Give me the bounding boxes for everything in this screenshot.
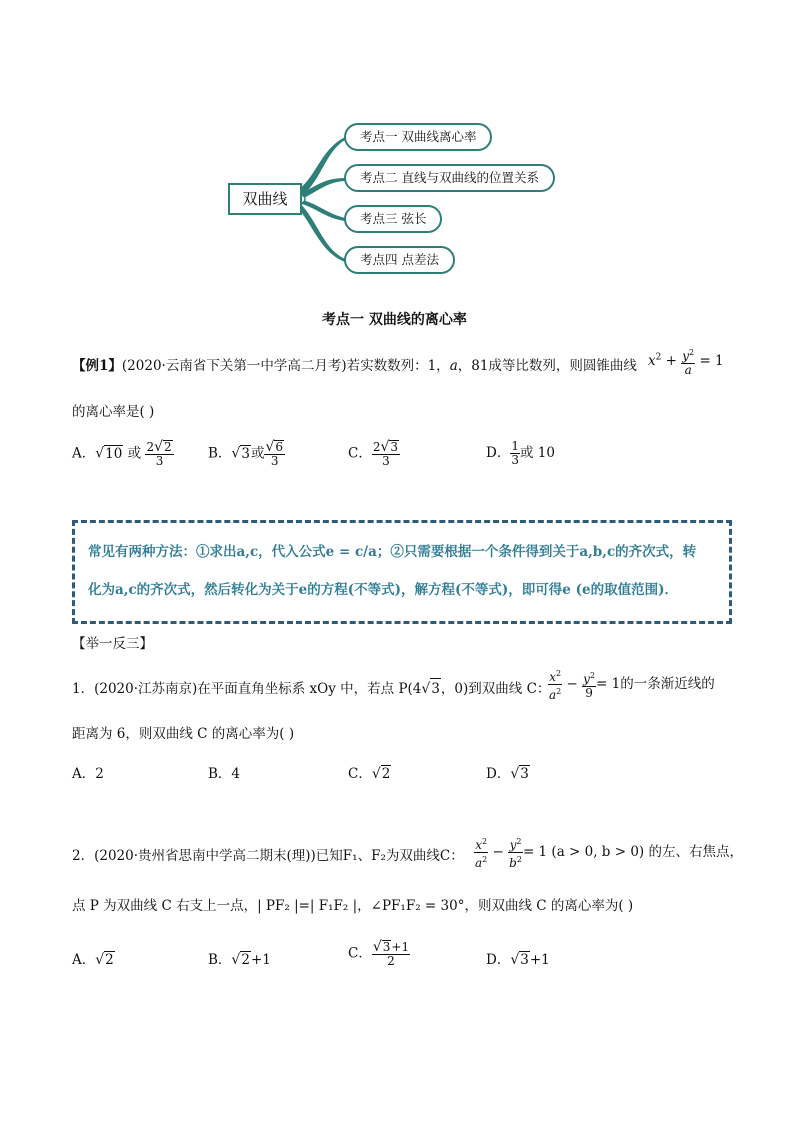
equation-tail: = 1 — [699, 353, 724, 369]
q1-tail: = 1的一条渐近线的 — [596, 676, 715, 692]
example-1-equation: $x^2$ + $\frac{y^2}{a}$ = 1 — [648, 348, 724, 377]
var-a: a — [449, 358, 458, 374]
example-stem-mid: ，81成等比数列，则圆锥曲线 — [457, 358, 637, 374]
q2-option-a[interactable]: A．√2 — [72, 952, 114, 968]
tip-box — [72, 520, 732, 624]
option-label: D． — [486, 952, 511, 968]
mindmap-branch-2: 考点二 直线与双曲线的位置关系 — [344, 164, 555, 192]
example-1-stem — [72, 356, 637, 376]
mindmap-branch-4: 考点四 点差法 — [344, 246, 455, 274]
question-1-line2: 距离为 6，则双曲线 C 的离心率为( ) — [72, 726, 295, 742]
section-title: 考点一 双曲线的离心率 — [322, 312, 467, 328]
option-c[interactable]: C． $\frac{2√3}{3}$ — [348, 439, 399, 468]
q2-cond: = 1 (a > 0, b > 0) 的左、右焦点， — [522, 844, 743, 860]
example-1-line2: 的离心率是( ) — [72, 404, 155, 420]
option-d[interactable]: D． $\frac{1}{3}$ 或 10 — [486, 439, 555, 467]
q1-option-a[interactable]: A．2 — [72, 766, 104, 782]
q1-prefix: 1．(2020·江苏南京)在平面直角坐标系 xOy 中，若点 P(4 — [72, 681, 422, 697]
q1-option-c[interactable]: C．√2 — [348, 766, 391, 782]
practice-tag: 【举一反三】 — [72, 636, 153, 652]
q2-option-d[interactable]: D．√3+1 — [486, 952, 550, 968]
option-label: A． — [72, 445, 96, 462]
option-label: B． — [208, 445, 232, 462]
q1-option-b[interactable]: B．4 — [208, 766, 241, 782]
option-b[interactable]: B．√3或 $\frac{√6}{3}$ — [208, 439, 283, 468]
question-2-line2: 点 P 为双曲线 C 右支上一点，| PF₂ |=| F₁F₂ |，∠PF₁F₂ = 30°，则双曲线 C 的离心率为( ) — [72, 898, 634, 914]
or-text: 或 — [250, 445, 265, 462]
option-label: C． — [348, 766, 372, 782]
question-2-line1: 2．(2020·贵州省思南中学高二期末(理))已知F₁、F₂为双曲线C： — [72, 848, 464, 864]
option-label: C． — [348, 945, 372, 962]
mindmap-branch-3: 考点三 弦长 — [344, 205, 442, 233]
or-text: 或 10 — [519, 445, 555, 461]
tip-line-1: 常见有两种方法：①求出a,c，代入公式e = c/a；②只需要根据一个条件得到关于a,b,c的齐次式，转 — [88, 544, 697, 560]
option-label: A． — [72, 952, 96, 968]
q2-option-c[interactable]: C． $\frac{√3+1}{2}$ — [348, 939, 410, 968]
q1-mid: ，0)到双曲线 C： — [440, 681, 551, 697]
option-a[interactable]: A．√10 或 $\frac{2√2}{3}$ — [72, 439, 172, 468]
option-label: D． — [486, 766, 511, 782]
q2-option-b[interactable]: B．√2+1 — [208, 952, 271, 968]
mindmap-branch-1: 考点一 双曲线离心率 — [344, 123, 492, 151]
example-stem: 若实数数列：1， — [346, 358, 450, 374]
option-label: C． — [348, 445, 372, 462]
example-tag: 【例1】 — [72, 358, 122, 374]
tip-line-2: 化为a,c的齐次式，然后转化为关于e的方程(不等式)，解方程(不等式)，即可得e (e的取值范围)． — [88, 582, 678, 598]
question-1-line1: 1．(2020·江苏南京)在平面直角坐标系 xOy 中，若点 P(4√3，0)到双曲线 C： — [72, 678, 550, 699]
or-text: 或 — [127, 445, 142, 462]
question-1-equation: $\frac{x^2}{a^2}$ − $\frac{y^2}{9}$ = 1的一条渐近线的 — [549, 669, 715, 702]
q1-option-d[interactable]: D．√3 — [486, 766, 529, 782]
mindmap-root: 双曲线 — [228, 183, 302, 215]
option-label: B． — [208, 952, 232, 968]
question-2-equation: $\frac{x^2}{a^2}$ − $\frac{y^2}{b^2}$ = 1 (a > 0, b > 0) 的左、右焦点， — [475, 837, 743, 870]
example-source: (2020·云南省下关第一中学高二月考) — [121, 358, 347, 374]
option-label: D． — [486, 445, 511, 461]
